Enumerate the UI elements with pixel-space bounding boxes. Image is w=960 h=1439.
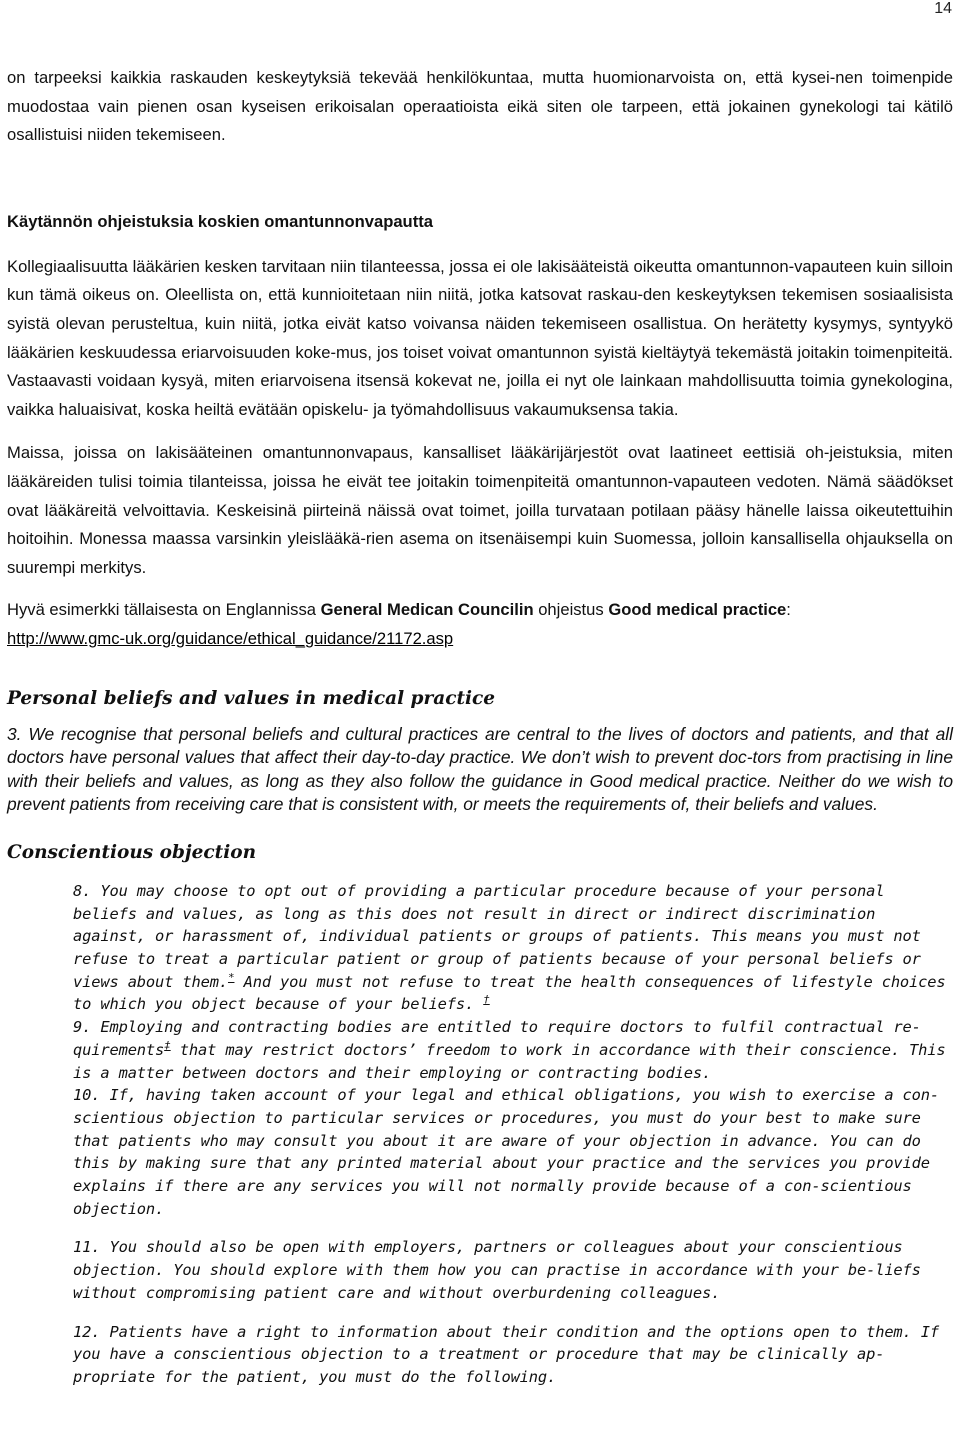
heading-conscientious-objection: Conscientious objection (7, 841, 257, 863)
paragraph-example (7, 596, 953, 653)
gmc-guidance-link[interactable]: http://www.gmc-uk.org/guidance/ethical_guidance/21172.asp (7, 628, 454, 648)
list-item-12: 12. Patients have a right to information about their condition and the options open to them. If you have a conscientious objection to a treatment or procedure that may be clinically ap-propriate for the patient, you must do the following. (73, 1322, 940, 1386)
footnote-link[interactable]: † (483, 993, 490, 1007)
example-organization: General Medican Councilin (320, 600, 534, 620)
list-item-9: 9. Employing and contracting bodies are entitled to require doctors to fulfil contractual re-quirements‡ that may restrict doctors’ freedom to work in accordance with their conscience. This is a matter between doctors and their employing or contracting bodies. (73, 1018, 946, 1082)
example-document: Good medical practice (608, 600, 787, 620)
document-body (7, 64, 953, 1389)
intro-paragraph: on tarpeeksi kaikkia raskauden keskeytyksiä tekevää henkilökuntaa, mutta huomionarvoista on, että kysei-nen toimenpide muodostaa vain pienen osan kyseisen erikoisalan operaatioista eikä siten ole tarpeen, että jokainen gynekologi tai kätilö osallistuisi niiden tekemiseen. (7, 68, 953, 145)
example-text: Hyvä esimerkki tällaisesta on Englannissa (7, 600, 321, 620)
section-heading: Käytännön ohjeistuksia koskien omantunnonvapautta (7, 211, 433, 231)
list-item-10: 10. If, having taken account of your legal and ethical obligations, you wish to exercise a con-scientious objection to particular services or procedures, you must do your best to make sure that patients who may consult you about it are aware of your objection in advance. You can do this by making sure that any printed material about your practice and the services you provide explains if there are any services you will not normally provide because of a con-scientious objection. (73, 1086, 940, 1218)
heading-personal-beliefs: Personal beliefs and values in medical practice (7, 687, 496, 709)
footnote-link[interactable]: ‡ (164, 1038, 171, 1052)
paragraph-national-guidance: Maissa, joissa on lakisääteinen omantunnonvapaus, kansalliset lääkärijärjestöt ovat laatineet eettisiä oh-jeistuksia, miten lääkäreiden tulisi toimia tilanteissa, joissa he eivät tee joitakin toimenpiteitä omantunnon-vapauteen vedoten. Nämä säädökset ovat lääkäreitä velvoittavia. Keskeisinä piirteinä näissä ovat toimet, joilla turvataan potilaan pääsy hänelle laissa oikeutettuihin hoitoihin. Monessa maassa varsinkin yleislääkä-rien asema on itsenäisempi kuin Suomessa, jolloin kansallisella ohjauksella on suurempi merkitys. (7, 443, 953, 577)
paragraph-collegiality: Kollegiaalisuutta lääkärien kesken tarvitaan niin tilanteessa, jossa ei ole lakisääteistä oikeutta omantunnon-vapauteen kuin silloin kun tämä oikeus on. Oleellista on, että kunnioitetaan niin niitä, jotka katsovat raskau-den keskeytyksen tekemisen sosiaalisista syistä olevan perusteltua, kuin niitä, jotka eivät katso voivansa näiden tekemiseen osallistua. On herätetty kysymys, syntyykö lääkärien keskuudessa eriarvoisuuden koke-mus, jos toiset voivat omantunnon syistä kieltäytyä tekemästä joitakin toimenpiteitä. Vastaavasti voidaan kysyä, miten eriarvoisena itsensä kokevat ne, joilla ei nyt ole lainkaan mahdollisuutta toimia gynekologina, vaikka haluaisivat, koska heiltä evätään opiskelu- ja työmahdollisuus vakaumuksensa takia. (7, 256, 953, 419)
list-item-11: 11. You should also be open with employers, partners or colleagues about your conscientious objection. You should explore with them how you can practise in accordance with your be-liefs without compromising patient care and without overburdening colleagues. (73, 1238, 921, 1302)
list-item-8: 8. You may choose to opt out of providing a particular procedure because of your personal beliefs and values, as long as this does not result in direct or indirect discrimination against, or harassment of, individual patients or groups of patients. This means you must not refuse to treat a particular patient or group of patients because of your personal beliefs or views about them.* And you must not refuse to treat the health consequences of lifestyle choices to which you object because of your beliefs. † (73, 881, 946, 1014)
guidance-list (73, 880, 953, 1389)
example-text-end: : (786, 600, 791, 620)
example-text-mid: ohjeistus (533, 600, 609, 620)
footnote-link[interactable]: * (227, 970, 235, 984)
page-number: 14 (934, 0, 952, 17)
paragraph-3: 3. We recognise that personal beliefs and cultural practices are central to the lives of doctors and patients, and that all doctors have personal values that affect their day-to-day practice. We don’t wish to prevent doc-tors from practising in line with their beliefs and values, as long as they also follow the guidance in Good medical practice. Neither do we wish to prevent patients from receiving care that is consistent with, or meets the requirements of, their beliefs and values. (7, 723, 953, 815)
